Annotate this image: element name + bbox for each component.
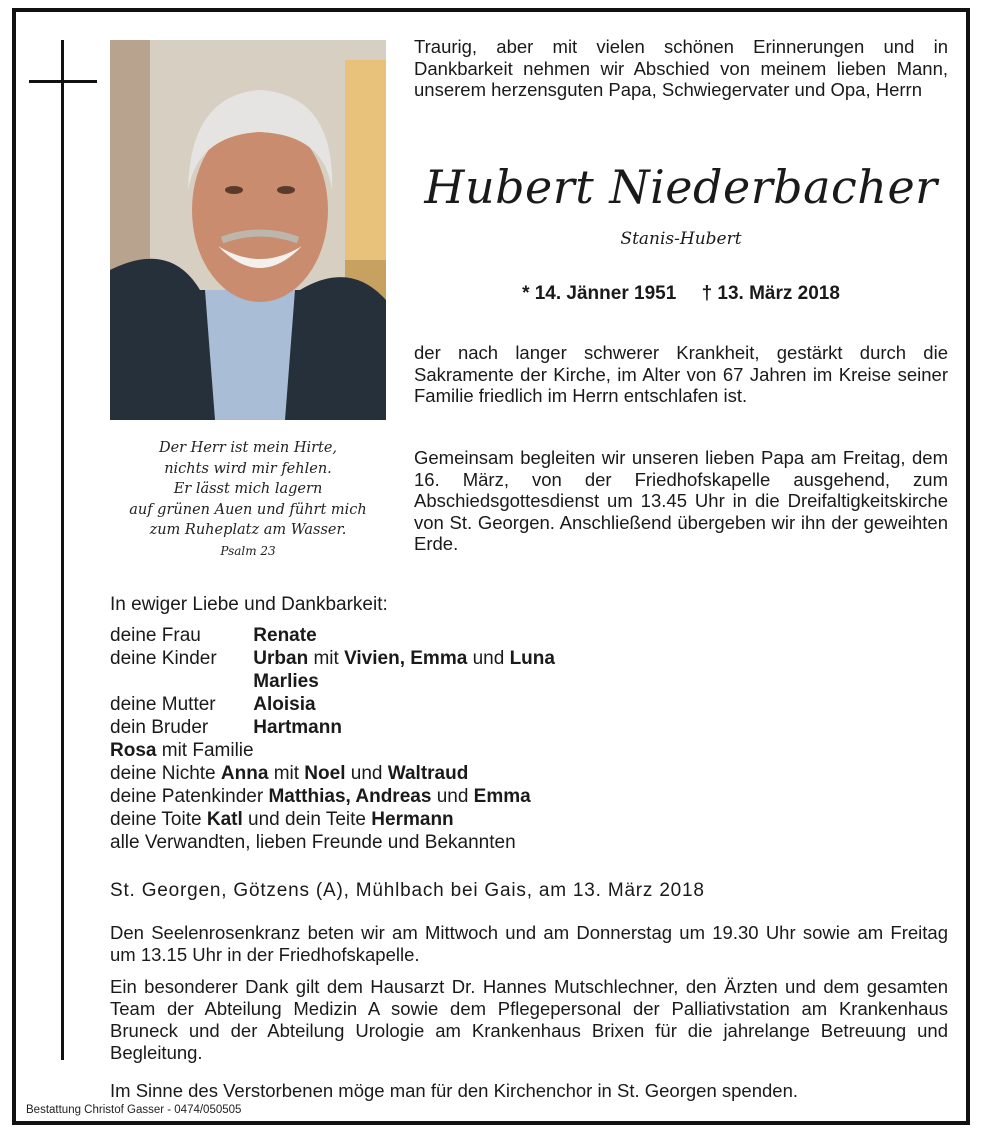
family-name: Vivien, Emma — [344, 648, 468, 669]
family-name: Waltraud — [387, 763, 469, 784]
family-name: Aloisia — [253, 694, 316, 715]
portrait-photo — [110, 40, 386, 420]
family-name: Marlies — [253, 671, 319, 692]
connector: und — [472, 648, 505, 669]
deceased-name: Hubert Niederbacher — [424, 160, 938, 214]
cross-vertical — [61, 40, 64, 1060]
family-row: alle Verwandten, lieben Freunde und Bekannten — [110, 832, 516, 853]
family-name: Rosa — [110, 740, 157, 761]
cross-horizontal — [29, 80, 97, 83]
thanks-text: Ein besonderer Dank gilt dem Hausarzt Dr. Hannes Mutschlechner, den Ärzten und dem gesamten Team der Abteilung Medizin A sowie dem Pflegepersonal der Palliativstation am Krankenhaus Bruneck und der Abteilung Urologie am Krankenhaus Brixen für die jahrelange Betreuung und Begleitung. — [110, 976, 948, 1063]
family-row — [110, 693, 555, 716]
intro-text: Traurig, aber mit vielen schönen Erinnerungen und in Dankbarkeit nehmen wir Abschied von meinem lieben Mann, unserem herzensguten Papa, Schwiegervater und Opa, Herrn — [414, 36, 948, 100]
signoff: In ewiger Liebe und Dankbarkeit: — [110, 594, 388, 615]
family-row — [110, 670, 555, 693]
family-row — [110, 762, 555, 785]
family-name: Urban — [253, 648, 309, 669]
connector: mit — [273, 763, 300, 784]
family-row — [110, 647, 555, 670]
relation-label: deine Frau — [110, 625, 201, 646]
family-list — [110, 624, 555, 854]
psalm-line: Der Herr ist mein Hirte, — [158, 440, 338, 456]
nickname: Stanis-Hubert — [620, 229, 742, 249]
funeral-home-footer: Bestattung Christof Gasser - 0474/050505 — [26, 1104, 242, 1116]
donation-text: Im Sinne des Verstorbenen möge man für den Kirchenchor in St. Georgen spenden. — [110, 1080, 798, 1101]
relation-label: deine Toite — [110, 809, 202, 830]
family-row — [110, 739, 555, 762]
family-name: Renate — [253, 625, 317, 646]
psalm-quote — [110, 438, 386, 561]
family-name: Hermann — [371, 809, 454, 830]
family-row — [110, 624, 555, 647]
death-paragraph: der nach langer schwerer Krankheit, gestärkt durch die Sakramente der Kirche, im Alter von 67 Jahren im Kreise seiner Familie friedlich im Herrn entschlafen ist. — [414, 342, 948, 406]
birth-date: * 14. Jänner 1951 — [522, 283, 677, 304]
psalm-line: zum Ruheplatz am Wasser. — [149, 522, 347, 538]
life-dates — [414, 283, 948, 305]
funeral-paragraph: Gemeinsam begleiten wir unseren lieben Papa am Freitag, dem 16. März, von der Friedhofskapelle ausgehend, zum Abschiedsgottesdienst um 13.45 Uhr in die Dreifaltigkeitskirche von St. Georgen. Anschließend übergeben wir ihn der geweihten Erde. — [414, 447, 948, 554]
place-date: St. Georgen, Götzens (A), Mühlbach bei Gais, am 13. März 2018 — [110, 880, 705, 901]
family-row — [110, 716, 555, 739]
family-row — [110, 785, 555, 808]
family-name: Katl — [206, 809, 243, 830]
psalm-line: nichts wird mir fehlen. — [164, 460, 332, 477]
relation-label: deine Kinder — [110, 648, 217, 669]
family-row — [110, 808, 555, 831]
rosary-text: Den Seelenrosenkranz beten wir am Mittwoch und am Donnerstag um 19.30 Uhr sowie am Freitag um 13.15 Uhr in der Friedhofskapelle. — [110, 922, 948, 965]
family-name: Hartmann — [253, 717, 342, 738]
relation-label: und dein Teite — [248, 809, 367, 830]
connector: mit — [313, 648, 339, 669]
family-name: Emma — [473, 786, 531, 807]
connector: und — [436, 786, 469, 807]
family-name: Luna — [509, 648, 555, 669]
connector: und — [350, 763, 383, 784]
psalm-line: auf grünen Auen und führt mich — [129, 501, 367, 518]
connector: mit Familie — [161, 740, 254, 761]
relation-label: deine Patenkinder — [110, 786, 264, 807]
psalm-line: Er lässt mich lagern — [173, 481, 323, 497]
family-name: Noel — [304, 763, 346, 784]
psalm-reference: Psalm 23 — [220, 543, 276, 558]
relation-label: dein Bruder — [110, 717, 209, 738]
relation-label: deine Mutter — [110, 694, 216, 715]
death-date: † 13. März 2018 — [701, 283, 840, 304]
family-name: Anna — [220, 763, 269, 784]
family-name: Matthias, Andreas — [268, 786, 432, 807]
relation-label: deine Nichte — [110, 763, 216, 784]
